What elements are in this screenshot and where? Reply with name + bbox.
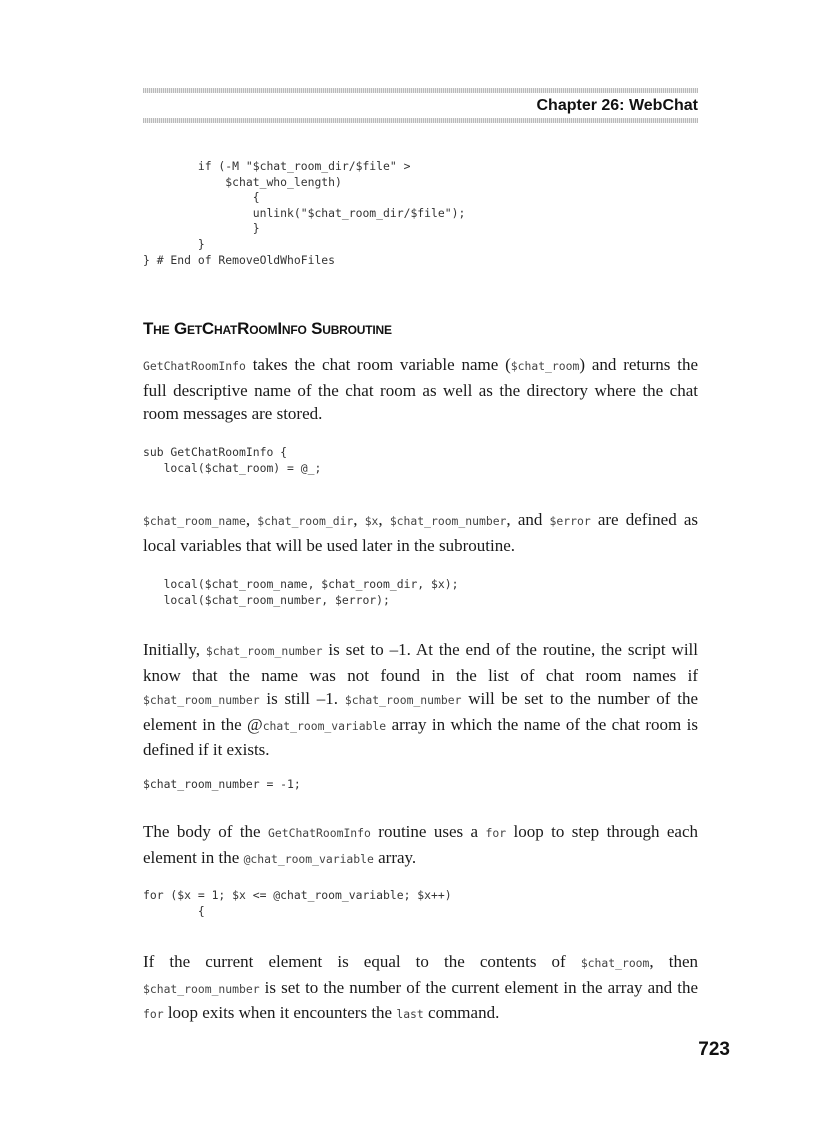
inline-code: $chat_room [580, 956, 650, 970]
inline-code: for [485, 826, 507, 840]
paragraph-for-loop: The body of the GetChatRoomInfo routine uses a for loop to step through each element in the @chat_room_variable array. [143, 822, 699, 867]
inline-code: $chat_room_name [143, 514, 246, 528]
code-block-remove-old-who-files: if (-M "$chat_room_dir/$file" > $chat_who_length) { unlink("$chat_room_dir/$file"); } } } # End of RemoveOldWhoFiles [143, 159, 466, 267]
header-rule-top [143, 88, 698, 93]
inline-code: last [396, 1007, 424, 1021]
code-block-for-loop: for ($x = 1; $x <= @chat_room_variable; $x++) { [143, 888, 452, 918]
running-head: Chapter 26: WebChat [536, 97, 698, 114]
inline-code: GetChatRoomInfo [268, 826, 371, 840]
inline-code: $chat_room_number [143, 693, 260, 707]
header-rule-bottom [143, 118, 698, 123]
inline-code: for [143, 1007, 164, 1021]
inline-code: $chat_room_dir [257, 514, 354, 528]
section-heading: The GetChatRoomInfo Subroutine [143, 319, 392, 338]
inline-code: $chat_room_number [143, 981, 260, 996]
paragraph-current-element: If the current element is equal to the contents of $chat_room, then $chat_room_number is set to the number of the current element in the array and the for loop exits when it encounters the last command. [143, 952, 698, 1022]
inline-code: $chat_room_number [205, 644, 323, 658]
inline-code: GetChatRoomInfo [143, 359, 246, 373]
page-number: 723 [698, 1039, 730, 1060]
inline-code: $error [549, 514, 591, 528]
inline-code: $x [364, 514, 379, 528]
inline-code: chat_room_variable [262, 718, 387, 733]
code-block-set-number: $chat_room_number = -1; [143, 777, 301, 791]
code-block-local-declarations: local($chat_room_name, $chat_room_dir, $x); local($chat_room_number, $error); [163, 577, 459, 607]
inline-code: $chat_room_number [344, 693, 462, 707]
paragraph-initial-number: Initially, $chat_room_number is set to –1. At the end of the routine, the script will know that the name was not found in the list of chat room names if $chat_room_number is still –1. $chat_room_number will be set to the number of the element in the @chat_room_variable array in which the name of the chat room is defined if it exists. [143, 640, 699, 759]
inline-code: $chat_room_number [389, 514, 507, 528]
inline-code: $chat_room [510, 359, 580, 373]
paragraph-intro: GetChatRoomInfo takes the chat room variable name ($chat_room) and returns the full descriptive name of the chat room as well as the directory where the chat room messages are stored. [143, 355, 698, 423]
paragraph-local-variables: $chat_room_name, $chat_room_dir, $x, $chat_room_number, and $error are defined as local variables that will be used later in the subroutine. [143, 510, 699, 555]
inline-code: @chat_room_variable [243, 851, 374, 866]
code-block-sub-declaration: sub GetChatRoomInfo { local($chat_room) = @_; [143, 445, 322, 475]
